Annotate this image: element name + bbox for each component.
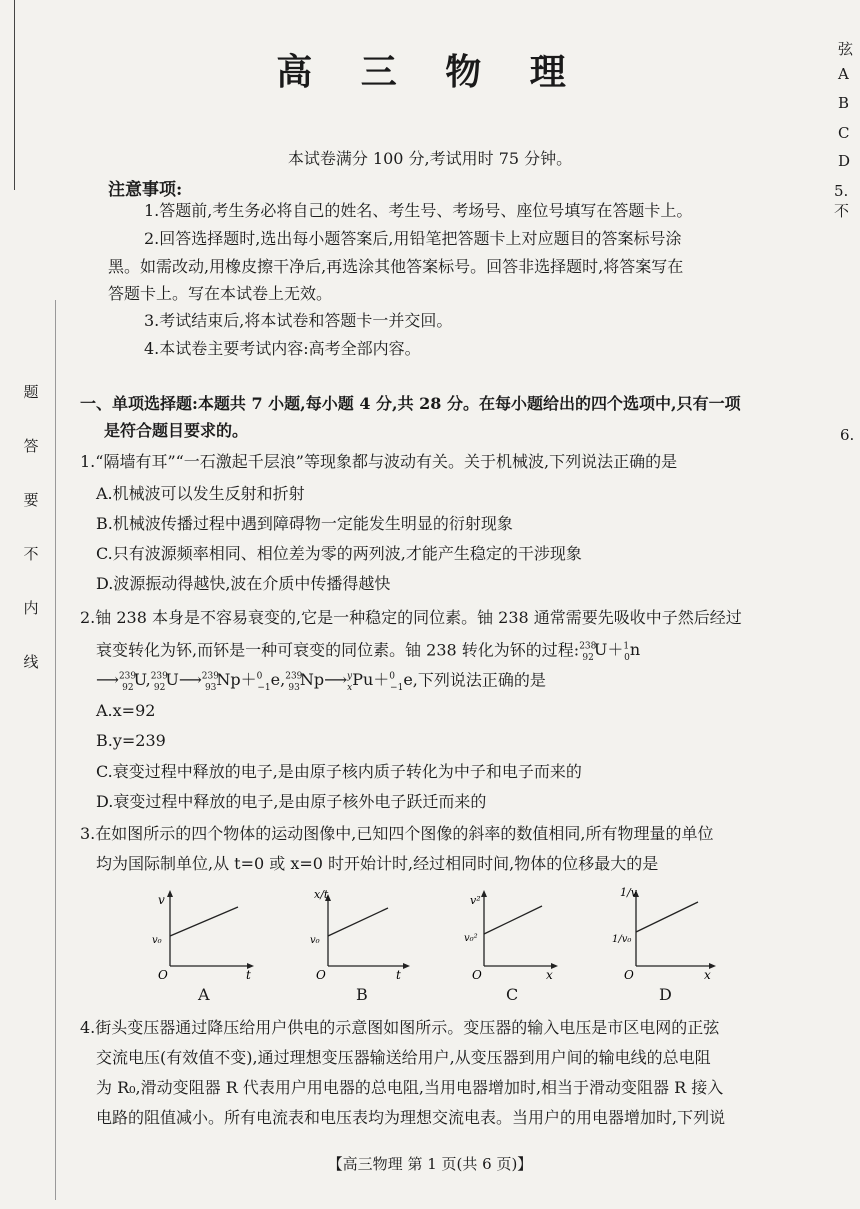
graph-a-letter: A — [198, 985, 210, 1004]
question-4-stem: 4.街头变压器通过降压给用户供电的示意图如图所示。变压器的输入电压是市区电网的正弦 — [80, 1018, 720, 1037]
question-2-text: ,下列说法正确的是 — [412, 670, 546, 690]
graph-a-origin: O — [158, 968, 168, 981]
strip-text: A — [838, 65, 849, 83]
graph-d-origin: O — [624, 968, 634, 981]
graph-c-x-label: x — [546, 968, 553, 981]
strip-text: 6. — [840, 426, 855, 444]
notice-heading: 注意事项: — [108, 180, 183, 200]
graph-d — [612, 880, 722, 981]
graph-c-letter: C — [506, 985, 519, 1004]
graph-d-x-label: x — [704, 968, 711, 981]
margin-char: 题 — [23, 383, 39, 401]
strip-text: B — [838, 94, 850, 112]
strip-text: C — [838, 124, 850, 142]
question-1-stem: 1.“隔墙有耳”“一石激起千层浪”等现象都与波动有关。关于机械波,下列说法正确的是 — [80, 452, 678, 471]
graph-a-intercept-label: v₀ — [152, 935, 162, 946]
strip-text: 5.不 — [834, 182, 850, 220]
notice-item: 黑。如需改动,用橡皮擦干净后,再选涂其他答案标号。回答非选择题时,将答案写在 — [108, 257, 684, 276]
graph-b-letter: B — [356, 985, 368, 1004]
exam-info: 本试卷满分 100 分,考试用时 75 分钟。 — [287, 149, 573, 168]
graph-b-y-label: x/t — [314, 888, 329, 901]
notice-item: 答题卡上。写在本试卷上无效。 — [108, 284, 333, 303]
page-title: 高 三 物 理 — [276, 51, 584, 93]
question-4-stem-cont: 交流电压(有效值不变),通过理想变压器输送给用户,从变压器到用户间的输电线的总电阻 — [96, 1048, 711, 1067]
strip-text: D — [838, 152, 851, 170]
graph-b — [306, 886, 416, 981]
margin-char: 答 — [23, 437, 39, 455]
question-2-equation-line — [96, 664, 546, 702]
graph-d-letter: D — [659, 985, 672, 1004]
strip-text: 弦 — [838, 40, 854, 58]
section-heading: 一、单项选择题:本题共 7 小题,每小题 4 分,共 28 分。在每小题给出的四个选项中,只有一项 — [80, 394, 741, 413]
graph-d-intercept-label: 1/v₀ — [612, 934, 632, 945]
question-3-stem-cont: 均为国际制单位,从 t=0 或 x=0 时开始计时,经过相同时间,物体的位移最大的是 — [96, 854, 659, 873]
graph-b-intercept-label: v₀ — [310, 935, 320, 946]
notice-item: 2.回答选择题时,选出每小题答案后,用铅笔把答题卡上对应题目的答案标号涂 — [144, 229, 682, 248]
question-4-stem-cont: 电路的阻值减小。所有电流表和电压表均为理想交流电表。当用户的用电器增加时,下列说 — [96, 1108, 726, 1127]
question-2-stem: 2.铀 238 本身是不容易衰变的,它是一种稳定的同位素。铀 238 通常需要先吸收中子然后经过 — [80, 608, 742, 627]
question-1-option-b: B.机械波传播过程中遇到障碍物一定能发生明显的衍射现象 — [96, 514, 513, 533]
graph-c-origin: O — [472, 968, 482, 981]
graph-c — [462, 886, 572, 981]
margin-char: 要 — [23, 491, 39, 509]
decay-equation-part-1: $^{238}_{92}$U＋$^1_0$n — [579, 640, 641, 663]
question-1-option-c: C.只有波源频率相同、相位差为零的两列波,才能产生稳定的干涉现象 — [96, 544, 582, 563]
graph-a — [150, 886, 260, 981]
margin-char: 不 — [23, 545, 39, 563]
decay-equation-part-2: ⟶$^{239}_{92}$U,$^{239}_{92}$U⟶$^{239}_{93}$Np＋$^0_{-1}$e,$^{239}_{93}$Np⟶$^y_x$Pu＋$^0_{-1}$e — [96, 670, 413, 693]
graph-c-intercept-label: v₀² — [464, 933, 478, 944]
question-2-option-b: B.y=239 — [96, 731, 166, 750]
notice-item: 1.答题前,考生务必将自己的姓名、考生号、考场号、座位号填写在答题卡上。 — [144, 201, 693, 220]
graph-d-y-label: 1/v — [620, 886, 637, 899]
question-4-stem-cont: 为 R₀,滑动变阻器 R 代表用户用电器的总电阻,当用电器增加时,相当于滑动变阻器 R 接入 — [96, 1078, 724, 1097]
margin-line — [55, 300, 56, 1200]
notice-item: 3.考试结束后,将本试卷和答题卡一并交回。 — [144, 311, 453, 330]
margin-char: 线 — [23, 653, 39, 671]
notice-item: 4.本试卷主要考试内容:高考全部内容。 — [144, 339, 421, 358]
section-heading-cont: 是符合题目要求的。 — [104, 421, 249, 440]
question-1-option-a: A.机械波可以发生反射和折射 — [96, 484, 305, 503]
question-2-text: 衰变转化为钚,而钚是一种可衰变的同位素。铀 238 转化为钚的过程: — [96, 640, 580, 660]
binding-margin-text — [18, 365, 44, 689]
page-footer: 【高三物理 第 1 页(共 6 页)】 — [327, 1155, 533, 1173]
question-1-option-d: D.波源振动得越快,波在介质中传播得越快 — [96, 574, 391, 593]
question-2-option-c: C.衰变过程中释放的电子,是由原子核内质子转化为中子和电子而来的 — [96, 762, 582, 781]
graph-b-x-label: t — [396, 968, 401, 981]
question-3-stem: 3.在如图所示的四个物体的运动图像中,已知四个图像的斜率的数值相同,所有物理量的单位 — [80, 824, 714, 843]
question-2-option-a: A.x=92 — [96, 701, 156, 720]
graph-c-y-label: v² — [470, 894, 481, 907]
graph-a-x-label: t — [246, 968, 251, 981]
question-2-option-d: D.衰变过程中释放的电子,是由原子核外电子跃迁而来的 — [96, 792, 487, 811]
graph-b-origin: O — [316, 968, 326, 981]
graph-a-y-label: v — [158, 893, 165, 907]
margin-char: 内 — [23, 599, 39, 617]
